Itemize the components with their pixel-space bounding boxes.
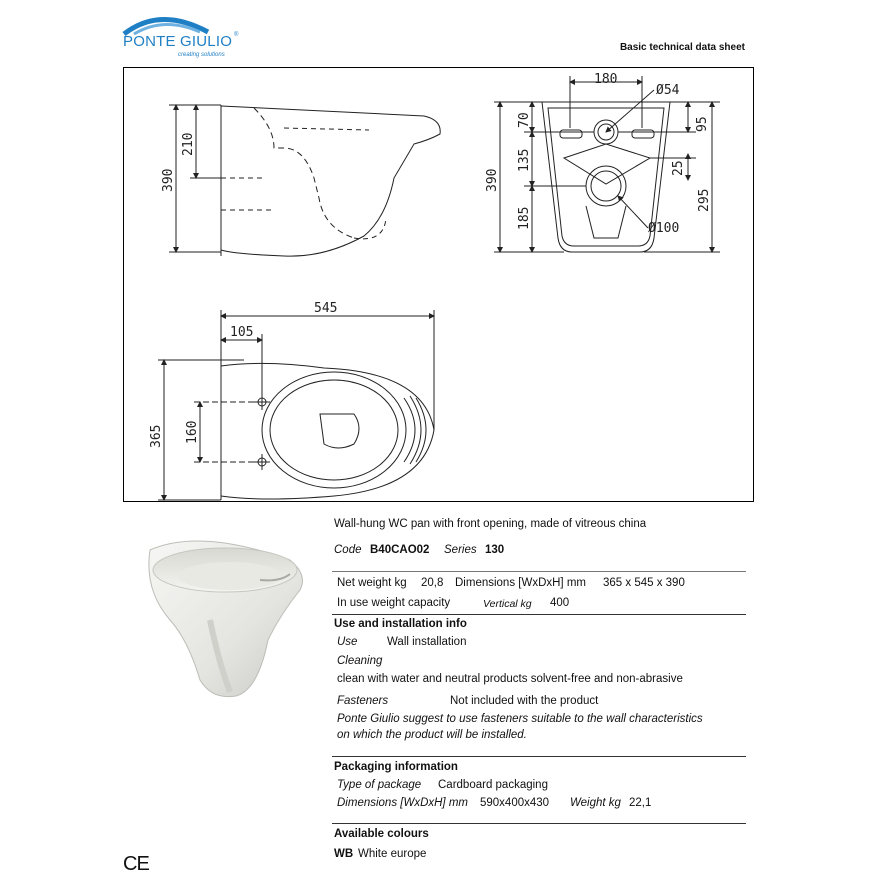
brand-logo <box>120 12 240 62</box>
divider <box>332 614 746 615</box>
wc-pan-photo <box>140 520 310 720</box>
ce-mark-icon: CE <box>123 853 149 875</box>
net-weight-label: Net weight kg <box>337 577 407 589</box>
package-type-label: Type of package <box>337 779 422 791</box>
capacity-sub-label: Vertical kg <box>483 598 532 610</box>
side-height-fixing-label: 210 <box>181 132 196 156</box>
side-height-total-label: 390 <box>161 168 176 192</box>
package-type-value: Cardboard packaging <box>438 779 548 791</box>
use-value: Wall installation <box>387 636 467 648</box>
rear-outlet-diameter-label: Ø100 <box>648 221 680 236</box>
code-label: Code <box>334 544 362 556</box>
technical-drawing <box>123 67 754 502</box>
divider <box>332 571 746 572</box>
top-length-total-label: 545 <box>314 301 338 316</box>
package-weight-label: Weight kg <box>570 797 621 809</box>
rear-height-total-label: 390 <box>485 168 500 192</box>
series-label: Series <box>444 544 477 556</box>
side-view <box>169 105 440 256</box>
product-photo <box>140 520 310 720</box>
colour-code: WB <box>334 848 354 860</box>
package-dim-label: Dimensions [WxDxH] mm <box>337 797 468 809</box>
fasteners-note-line-2: on which the product will be installed. <box>337 729 527 741</box>
cleaning-value: clean with water and neutral products solvent-free and non-abrasive <box>337 673 683 685</box>
brand-name: PONTE GIULIO <box>123 33 233 50</box>
rear-dim-135-label: 135 <box>517 148 532 172</box>
dimensions-value: 365 x 545 x 390 <box>603 577 685 589</box>
divider <box>332 823 746 824</box>
top-width-total-label: 365 <box>149 424 164 448</box>
fasteners-note-line-1: Ponte Giulio suggest to use fasteners suitable to the wall characteristics <box>337 713 703 725</box>
colours-title: Available colours <box>334 828 429 840</box>
packaging-title: Packaging information <box>334 761 458 773</box>
capacity-label: In use weight capacity <box>337 597 451 609</box>
series-value: 130 <box>485 544 505 556</box>
fasteners-label: Fasteners <box>337 695 389 707</box>
package-weight-value: 22,1 <box>629 797 652 809</box>
technical-drawing-svg <box>124 68 755 503</box>
divider <box>332 756 746 757</box>
dimensions-label: Dimensions [WxDxH] mm <box>455 577 586 589</box>
rear-dim-185-label: 185 <box>517 206 532 230</box>
registered-mark: ® <box>234 32 239 38</box>
rear-dim-95-label: 95 <box>695 116 710 132</box>
package-dim-value: 590x400x430 <box>480 797 550 809</box>
use-section-title: Use and installation info <box>334 618 467 630</box>
fasteners-value: Not included with the product <box>450 695 599 707</box>
rear-dim-295-label: 295 <box>697 188 712 212</box>
brand-tagline: creating solutions <box>178 52 225 58</box>
colour-name: White europe <box>358 848 427 860</box>
rear-dim-70-label: 70 <box>517 112 532 128</box>
use-label: Use <box>337 636 358 648</box>
cleaning-label: Cleaning <box>337 655 383 667</box>
capacity-value: 400 <box>550 597 570 609</box>
rear-width-top-label: 180 <box>594 72 618 87</box>
code-value: B40CAO02 <box>370 544 430 556</box>
sheet-title: Basic technical data sheet <box>619 42 745 53</box>
top-fixing-offset-label: 105 <box>230 325 254 340</box>
rear-inlet-diameter-label: Ø54 <box>656 83 680 98</box>
net-weight-value: 20,8 <box>421 577 444 589</box>
top-fixing-spacing-label: 160 <box>185 420 200 444</box>
product-description: Wall-hung WC pan with front opening, made of vitreous china <box>334 518 647 530</box>
top-view <box>158 310 434 500</box>
rear-dim-25-label: 25 <box>671 160 686 176</box>
